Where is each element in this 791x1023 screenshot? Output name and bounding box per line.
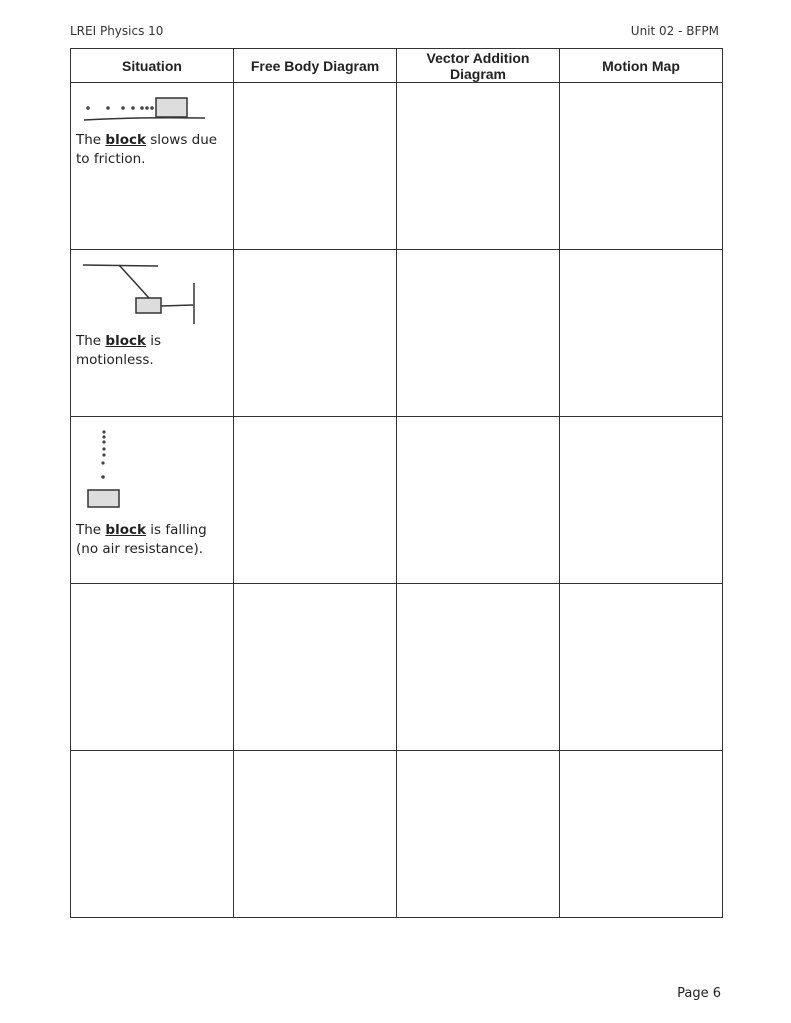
fbd-cell[interactable] bbox=[234, 250, 397, 417]
table-row bbox=[71, 584, 723, 751]
vector-cell[interactable] bbox=[397, 584, 560, 751]
worksheet-table bbox=[70, 48, 723, 918]
fbd-cell[interactable] bbox=[234, 83, 397, 250]
situation-cell bbox=[71, 250, 234, 417]
situation-text: The block is falling (no air resistance). bbox=[76, 522, 207, 557]
motion-map-cell[interactable] bbox=[560, 751, 723, 918]
table-row bbox=[71, 417, 723, 584]
unit-title: Unit 02 - BFPM bbox=[630, 24, 719, 38]
vector-cell[interactable] bbox=[397, 250, 560, 417]
situation-cell bbox=[71, 417, 234, 584]
column-header-motion-map: Motion Map bbox=[560, 49, 723, 83]
situation-text: The block is motionless. bbox=[76, 333, 162, 368]
motion-map-cell[interactable] bbox=[560, 584, 723, 751]
fbd-cell[interactable] bbox=[234, 584, 397, 751]
page-number: Page 6 bbox=[677, 986, 721, 1001]
table-row bbox=[71, 83, 723, 250]
fbd-cell[interactable] bbox=[234, 417, 397, 584]
situation-cell[interactable] bbox=[71, 751, 234, 918]
course-title: LREI Physics 10 bbox=[70, 24, 164, 38]
motion-map-cell[interactable] bbox=[560, 83, 723, 250]
vector-cell[interactable] bbox=[397, 83, 560, 250]
motion-map-cell[interactable] bbox=[560, 417, 723, 584]
situation-text: The block slows due to friction. bbox=[76, 132, 218, 167]
column-header-fbd: Free Body Diagram bbox=[234, 49, 397, 83]
column-header-vector: Vector Addition Diagram bbox=[397, 49, 560, 83]
situation-cell[interactable] bbox=[71, 584, 234, 751]
fbd-cell[interactable] bbox=[234, 751, 397, 918]
situation-cell bbox=[71, 83, 234, 250]
table-row bbox=[71, 751, 723, 918]
column-header-situation: Situation bbox=[71, 49, 234, 83]
vector-cell[interactable] bbox=[397, 751, 560, 918]
table-row bbox=[71, 250, 723, 417]
motion-map-cell[interactable] bbox=[560, 250, 723, 417]
vector-cell[interactable] bbox=[397, 417, 560, 584]
